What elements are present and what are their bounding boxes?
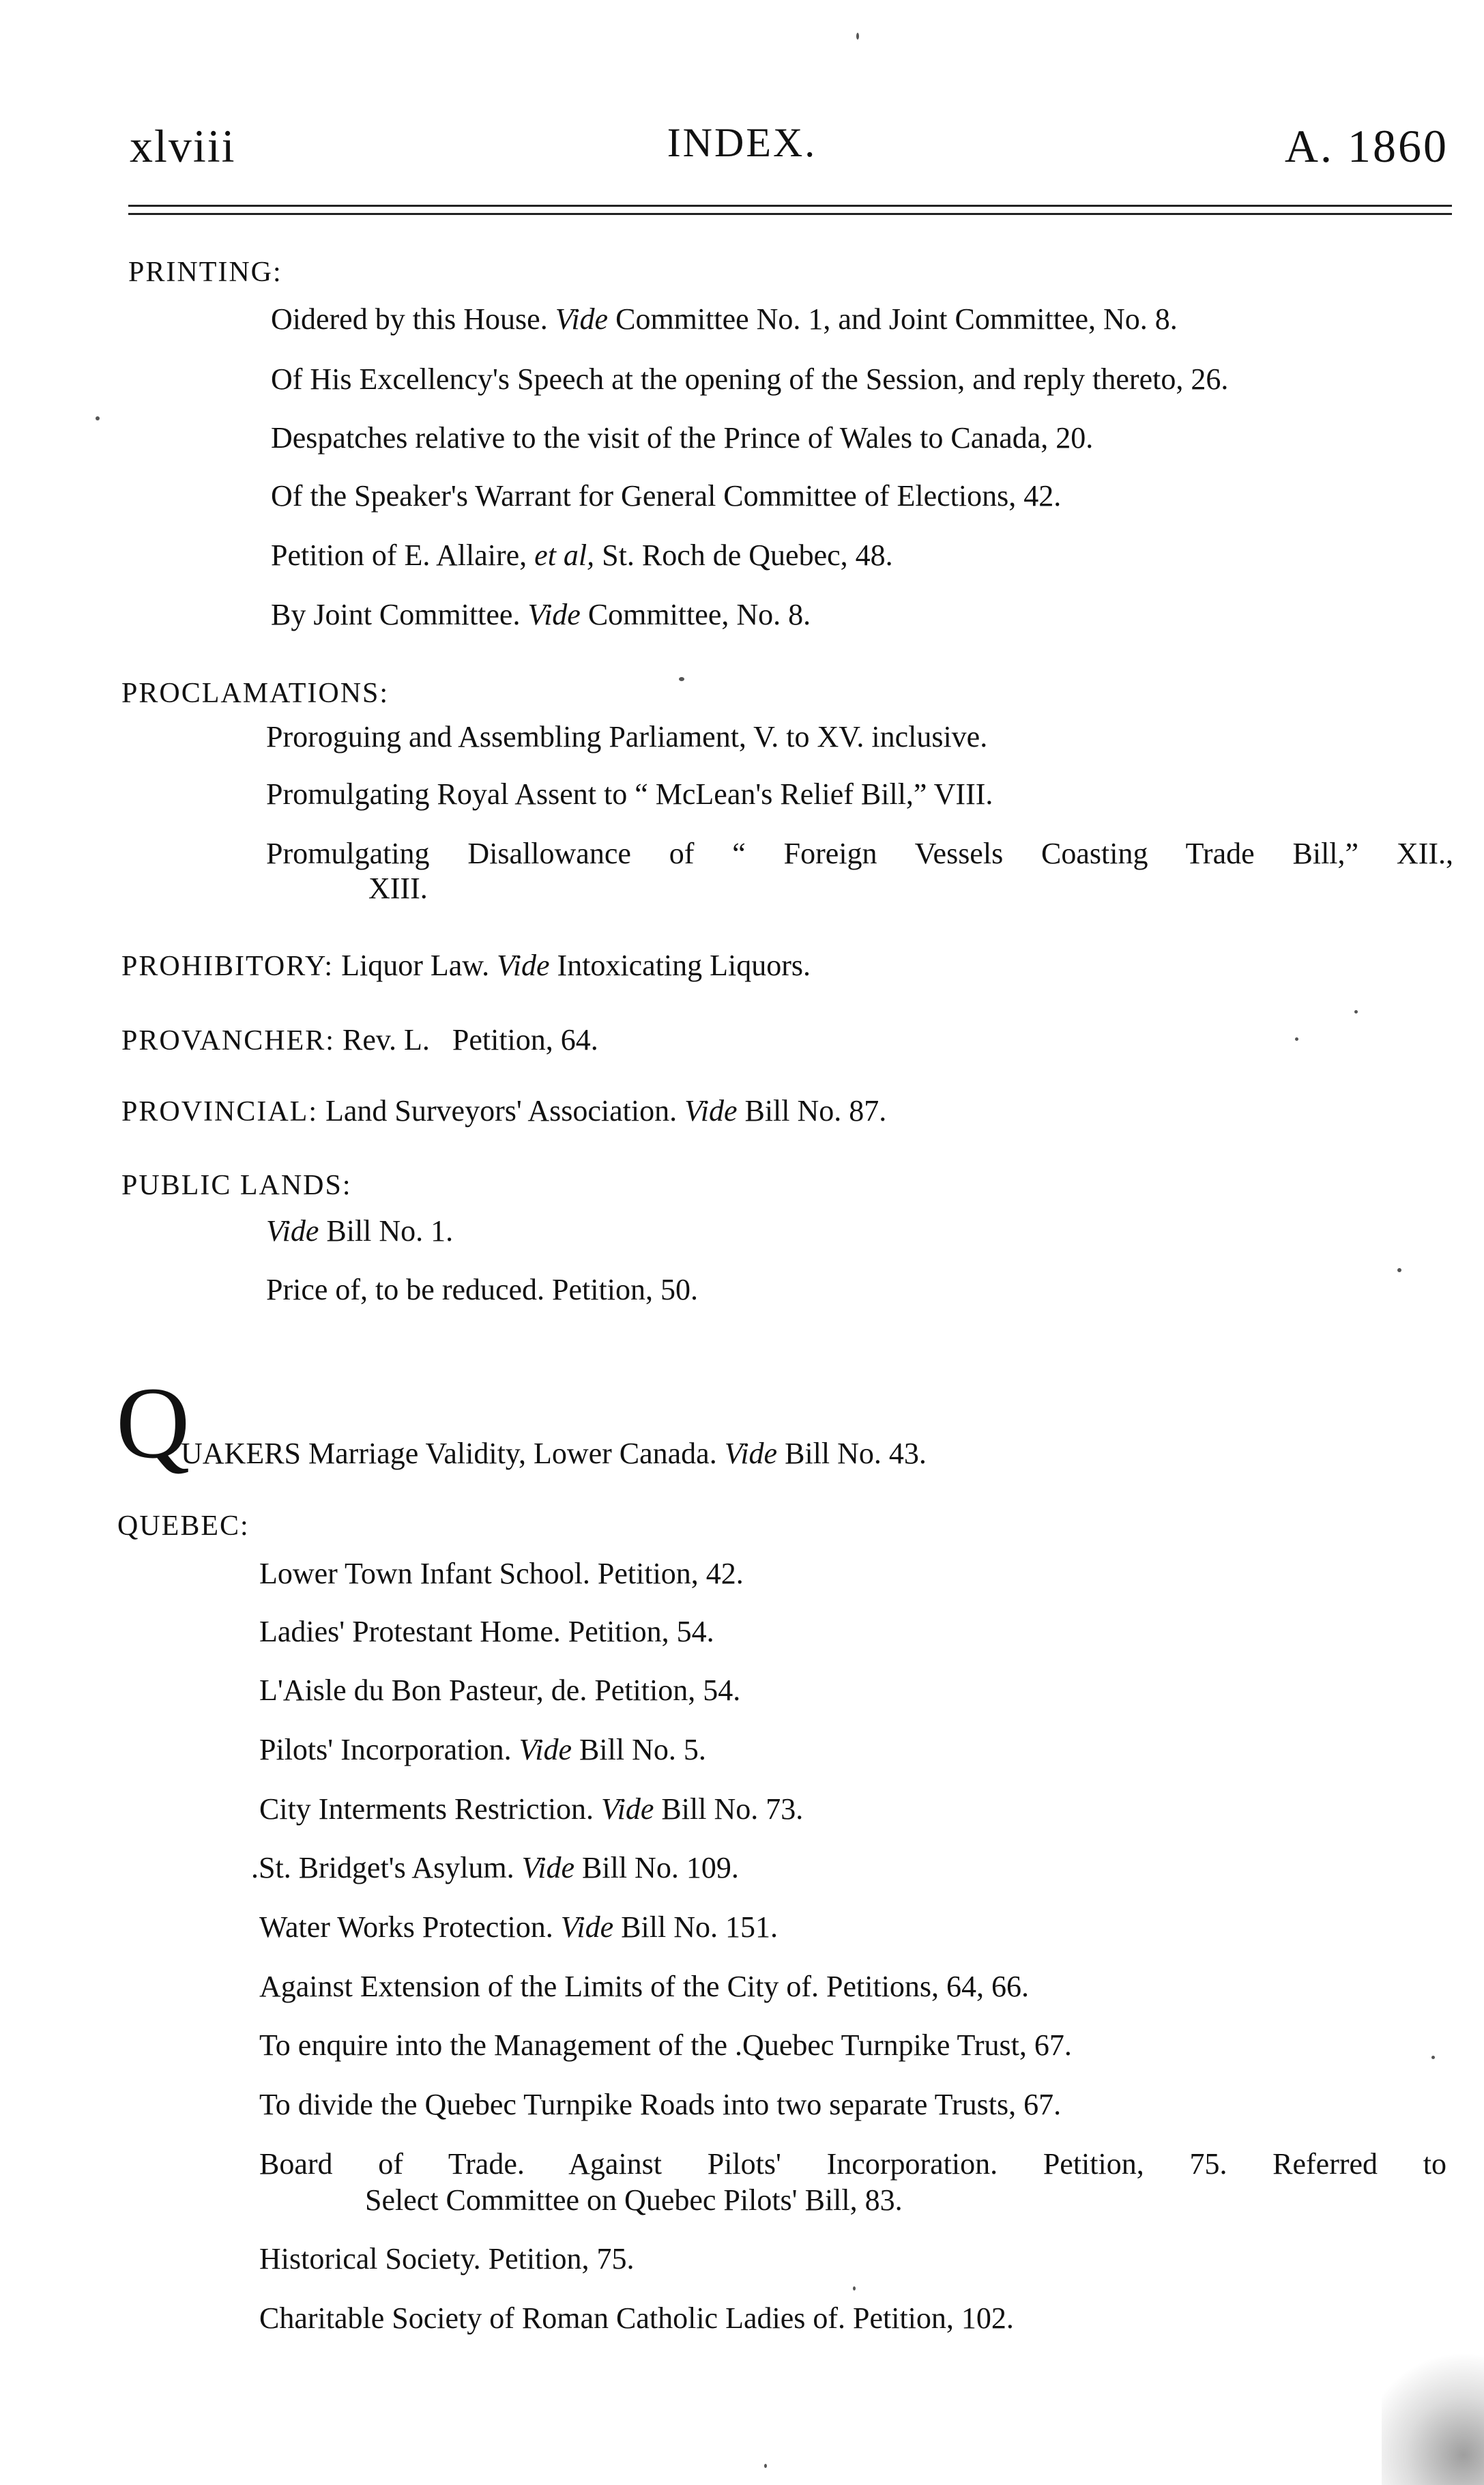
scan-speck: [1431, 2056, 1435, 2059]
printing-item-5: [271, 539, 893, 572]
entry-ref: Committee No. 1, and Joint Committee, No. 8.: [615, 302, 1178, 336]
entry-heading: PROVANCHER:: [121, 1025, 335, 1057]
quebec-item-10: To divide the Quebec Turnpike Roads into two separate Trusts, 67.: [259, 2088, 1062, 2121]
printing-item-6: [271, 599, 811, 631]
quebec-item-5: [259, 1793, 803, 1826]
vide-ref: Vide: [601, 1792, 654, 1826]
page-folio: xlviii: [130, 120, 236, 172]
entry-text: Petition of E. Allaire,: [271, 538, 527, 572]
entry-provancher: [121, 1024, 598, 1057]
entry-ref: Bill No. 151.: [621, 1910, 778, 1944]
entry-prohibitory: [121, 949, 811, 983]
entry-quakers: [181, 1437, 927, 1470]
vide-ref: Vide: [266, 1214, 319, 1248]
entry-text: City Interments Restriction.: [259, 1792, 594, 1826]
vide-ref: Vide: [555, 302, 609, 336]
entry-ref: Bill No. 73.: [661, 1792, 804, 1826]
vide-ref: Vide: [497, 949, 550, 982]
scan-speck: [1295, 1037, 1298, 1041]
scan-speck: [764, 2464, 767, 2468]
scan-speck: [679, 677, 684, 681]
entry-ref: St. Roch de Quebec, 48.: [602, 538, 893, 572]
quebec-item-1: Lower Town Infant School. Petition, 42.: [259, 1557, 744, 1590]
entry-text: Rev. L. Petition, 64.: [342, 1023, 598, 1057]
scan-smudge: [1382, 2335, 1484, 2485]
public-lands-item-1: [266, 1215, 453, 1248]
entry-ref: Bill No. 1.: [326, 1214, 454, 1248]
printing-item-3: Despatches relative to the visit of the Prince of Wales to Canada, 20.: [271, 421, 1094, 455]
entry-heading: PROVINCIAL:: [121, 1096, 319, 1127]
entry-heading: UAKERS: [181, 1437, 302, 1470]
entry-ref: Committee, No. 8.: [587, 598, 811, 631]
quebec-item-6: [251, 1852, 739, 1884]
quebec-item-8: Against Extension of the Limits of the City of. Petitions, 64, 66.: [259, 1970, 1030, 2003]
entry-heading: PROHIBITORY:: [121, 951, 334, 982]
entry-text: Oidered by this House.: [271, 302, 548, 336]
vide-ref: Vide: [527, 598, 581, 631]
entry-ref: Bill No. 43.: [785, 1437, 927, 1470]
scan-speck: [1397, 1268, 1401, 1272]
vide-ref: Vide: [519, 1733, 572, 1766]
vide-ref: Vide: [724, 1437, 778, 1470]
quebec-item-7: [259, 1911, 778, 1944]
proclamations-item-3-continued: XIII.: [368, 872, 428, 905]
quebec-item-11-continued: Select Committee on Quebec Pilots' Bill, 83.: [365, 2183, 903, 2217]
heading-printing: PRINTING:: [128, 257, 282, 288]
entry-text: Land Surveyors' Association.: [325, 1094, 678, 1127]
entry-ref: Bill No. 5.: [579, 1733, 706, 1766]
quebec-item-9: To enquire into the Management of the .Quebec Turnpike Trust, 67.: [259, 2028, 1072, 2062]
vide-ref: Vide: [684, 1094, 738, 1127]
scan-speck: [856, 33, 859, 40]
entry-text: Liquor Law.: [341, 949, 490, 982]
proclamations-item-2: Promulgating Royal Assent to “ McLean's Relief Bill,” VIII.: [266, 777, 993, 811]
running-title: INDEX.: [667, 120, 817, 165]
printing-item-2: Of His Excellency's Speech at the opening of the Session, and reply thereto, 26.: [271, 362, 1229, 396]
quebec-item-13: Charitable Society of Roman Catholic Ladies of. Petition, 102.: [259, 2301, 1014, 2335]
entry-text: By Joint Committee.: [271, 598, 521, 631]
heading-proclamations: PROCLAMATIONS:: [121, 678, 390, 709]
entry-provincial: [121, 1095, 886, 1128]
quebec-item-3: L'Aisle du Bon Pasteur, de. Petition, 54.: [259, 1674, 741, 1707]
vide-ref: Vide: [560, 1910, 614, 1944]
entry-ref: Bill No. 87.: [744, 1094, 887, 1127]
scan-speck: [96, 416, 100, 420]
proclamations-item-3: Promulgating Disallowance of “ Foreign Vessels Coasting Trade Bill,” XII.,: [266, 837, 1453, 870]
heading-quebec: QUEBEC:: [117, 1510, 250, 1542]
printing-item-1: [271, 303, 1178, 336]
entry-text: Marriage Validity, Lower Canada.: [308, 1437, 717, 1470]
entry-text: .St. Bridget's Asylum.: [251, 1851, 514, 1884]
quebec-item-12: Historical Society. Petition, 75.: [259, 2242, 635, 2275]
heading-public-lands: PUBLIC LANDS:: [121, 1170, 352, 1201]
quebec-item-2: Ladies' Protestant Home. Petition, 54.: [259, 1615, 714, 1648]
entry-text: Water Works Protection.: [259, 1910, 553, 1944]
dropcap-q: Q: [116, 1366, 190, 1480]
entry-italic: et al,: [534, 538, 595, 572]
public-lands-item-2: Price of, to be reduced. Petition, 50.: [266, 1273, 698, 1306]
scan-speck: [853, 2286, 856, 2290]
entry-ref: Bill No. 109.: [582, 1851, 739, 1884]
scan-speck: [1354, 1010, 1358, 1014]
entry-ref: Intoxicating Liquors.: [557, 949, 811, 982]
proclamations-item-1: Proroguing and Assembling Parliament, V. to XV. inclusive.: [266, 720, 988, 753]
quebec-item-11: Board of Trade. Against Pilots' Incorporation. Petition, 75. Referred to: [259, 2147, 1446, 2181]
entry-text: Pilots' Incorporation.: [259, 1733, 512, 1766]
vide-ref: Vide: [521, 1851, 575, 1884]
running-year: A. 1860: [1284, 120, 1449, 172]
printing-item-4: Of the Speaker's Warrant for General Committee of Elections, 42.: [271, 479, 1062, 513]
quebec-item-4: [259, 1734, 706, 1766]
